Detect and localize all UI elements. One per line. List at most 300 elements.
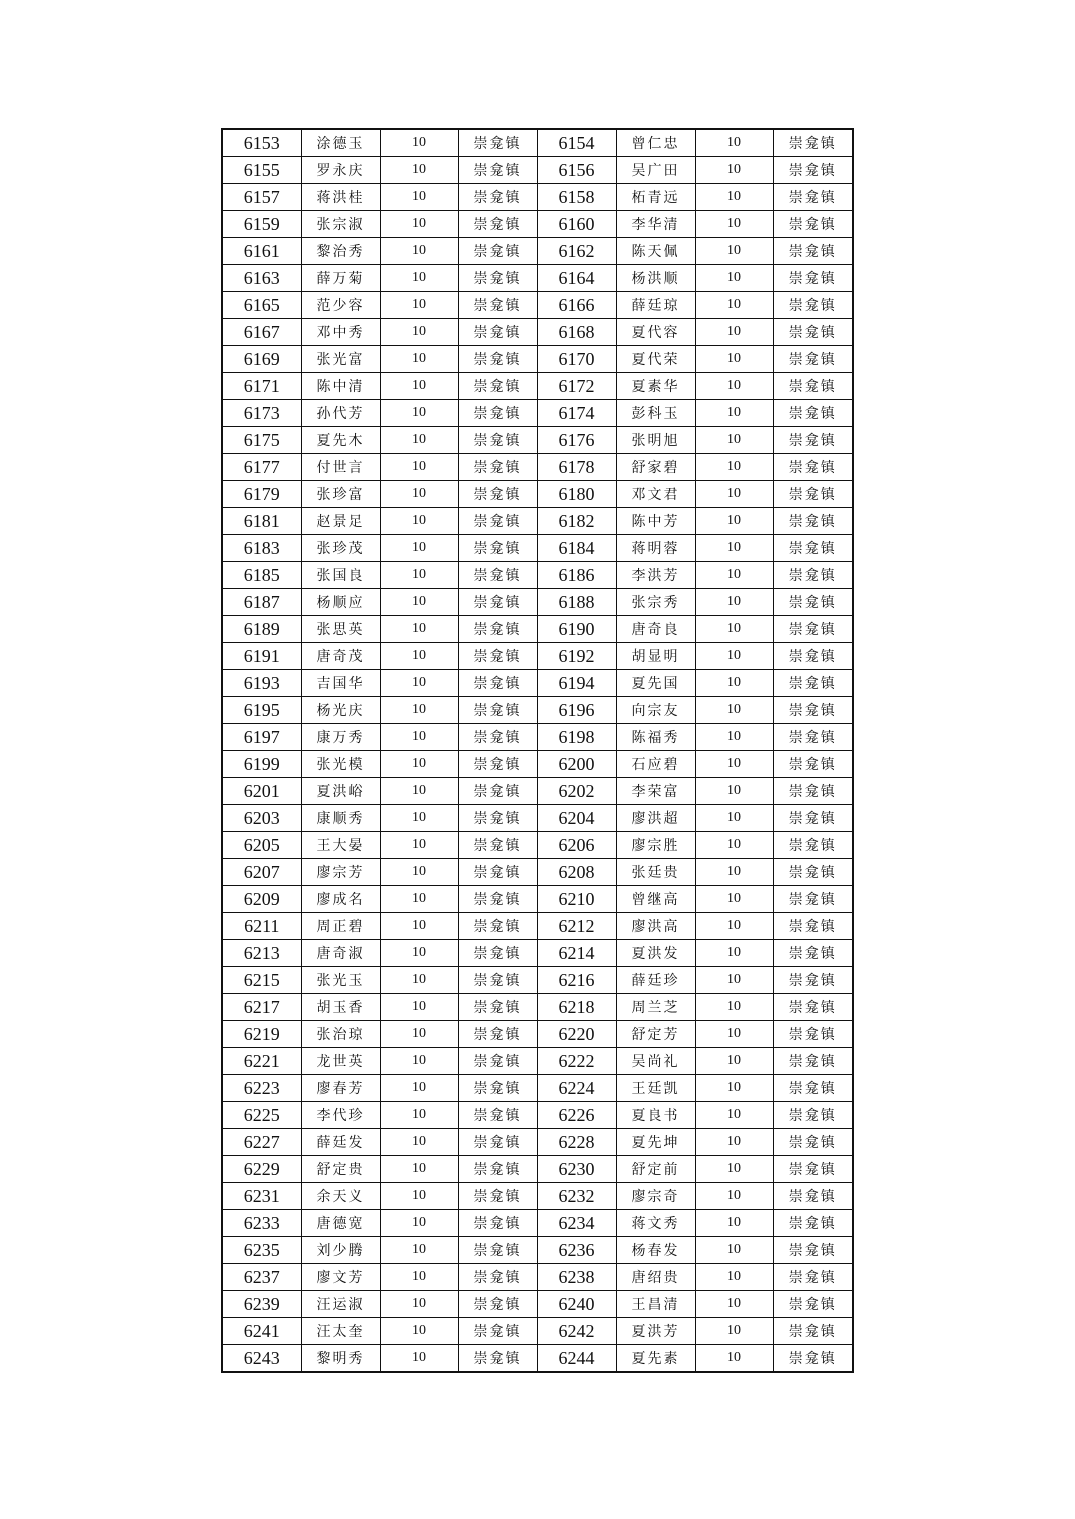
name-cell: 陈福秀	[616, 724, 695, 751]
amount-cell: 10	[695, 373, 773, 400]
name-cell: 柘青远	[616, 184, 695, 211]
town-cell: 崇龛镇	[773, 184, 853, 211]
town-cell: 崇龛镇	[773, 643, 853, 670]
town-cell: 崇龛镇	[773, 129, 853, 157]
table-row	[222, 1102, 853, 1129]
town-cell: 崇龛镇	[458, 346, 537, 373]
town-cell: 崇龛镇	[773, 913, 853, 940]
roster-page	[221, 128, 852, 1373]
amount-cell: 10	[380, 562, 458, 589]
town-cell: 崇龛镇	[458, 724, 537, 751]
amount-cell: 10	[695, 157, 773, 184]
town-cell: 崇龛镇	[773, 940, 853, 967]
serial-number-cell: 6213	[222, 940, 301, 967]
name-cell: 廖洪高	[616, 913, 695, 940]
name-cell: 夏素华	[616, 373, 695, 400]
name-cell: 夏洪峪	[301, 778, 380, 805]
town-cell: 崇龛镇	[773, 589, 853, 616]
name-cell: 蒋洪桂	[301, 184, 380, 211]
name-cell: 杨春发	[616, 1237, 695, 1264]
amount-cell: 10	[695, 265, 773, 292]
amount-cell: 10	[380, 481, 458, 508]
town-cell: 崇龛镇	[458, 643, 537, 670]
serial-number-cell: 6191	[222, 643, 301, 670]
serial-number-cell: 6162	[537, 238, 616, 265]
town-cell: 崇龛镇	[458, 1048, 537, 1075]
serial-number-cell: 6177	[222, 454, 301, 481]
serial-number-cell: 6218	[537, 994, 616, 1021]
serial-number-cell: 6167	[222, 319, 301, 346]
town-cell: 崇龛镇	[773, 265, 853, 292]
serial-number-cell: 6172	[537, 373, 616, 400]
table-row	[222, 292, 853, 319]
town-cell: 崇龛镇	[773, 616, 853, 643]
table-row	[222, 1156, 853, 1183]
amount-cell: 10	[695, 1291, 773, 1318]
amount-cell: 10	[380, 1210, 458, 1237]
amount-cell: 10	[695, 859, 773, 886]
name-cell: 黎治秀	[301, 238, 380, 265]
town-cell: 崇龛镇	[458, 238, 537, 265]
serial-number-cell: 6153	[222, 129, 301, 157]
name-cell: 罗永庆	[301, 157, 380, 184]
serial-number-cell: 6206	[537, 832, 616, 859]
town-cell: 崇龛镇	[773, 346, 853, 373]
serial-number-cell: 6197	[222, 724, 301, 751]
name-cell: 吴尚礼	[616, 1048, 695, 1075]
town-cell: 崇龛镇	[773, 508, 853, 535]
amount-cell: 10	[380, 129, 458, 157]
amount-cell: 10	[695, 1129, 773, 1156]
serial-number-cell: 6186	[537, 562, 616, 589]
roster-table	[221, 128, 854, 1373]
town-cell: 崇龛镇	[773, 832, 853, 859]
serial-number-cell: 6220	[537, 1021, 616, 1048]
amount-cell: 10	[380, 1183, 458, 1210]
table-row	[222, 886, 853, 913]
amount-cell: 10	[695, 292, 773, 319]
town-cell: 崇龛镇	[458, 994, 537, 1021]
serial-number-cell: 6234	[537, 1210, 616, 1237]
town-cell: 崇龛镇	[773, 1183, 853, 1210]
amount-cell: 10	[695, 1318, 773, 1345]
town-cell: 崇龛镇	[458, 1129, 537, 1156]
name-cell: 杨洪顺	[616, 265, 695, 292]
serial-number-cell: 6230	[537, 1156, 616, 1183]
name-cell: 胡显明	[616, 643, 695, 670]
serial-number-cell: 6165	[222, 292, 301, 319]
town-cell: 崇龛镇	[773, 778, 853, 805]
table-row	[222, 319, 853, 346]
town-cell: 崇龛镇	[773, 481, 853, 508]
town-cell: 崇龛镇	[458, 129, 537, 157]
amount-cell: 10	[380, 805, 458, 832]
town-cell: 崇龛镇	[458, 913, 537, 940]
town-cell: 崇龛镇	[458, 859, 537, 886]
town-cell: 崇龛镇	[458, 184, 537, 211]
name-cell: 唐奇良	[616, 616, 695, 643]
amount-cell: 10	[380, 1102, 458, 1129]
name-cell: 孙代芳	[301, 400, 380, 427]
table-row	[222, 1075, 853, 1102]
table-row	[222, 805, 853, 832]
table-row	[222, 697, 853, 724]
amount-cell: 10	[695, 589, 773, 616]
table-row	[222, 859, 853, 886]
amount-cell: 10	[695, 400, 773, 427]
serial-number-cell: 6204	[537, 805, 616, 832]
town-cell: 崇龛镇	[773, 967, 853, 994]
town-cell: 崇龛镇	[458, 292, 537, 319]
amount-cell: 10	[380, 400, 458, 427]
serial-number-cell: 6242	[537, 1318, 616, 1345]
name-cell: 范少容	[301, 292, 380, 319]
amount-cell: 10	[695, 940, 773, 967]
serial-number-cell: 6164	[537, 265, 616, 292]
serial-number-cell: 6154	[537, 129, 616, 157]
town-cell: 崇龛镇	[773, 697, 853, 724]
amount-cell: 10	[695, 994, 773, 1021]
name-cell: 龙世英	[301, 1048, 380, 1075]
serial-number-cell: 6238	[537, 1264, 616, 1291]
table-row	[222, 589, 853, 616]
table-row	[222, 967, 853, 994]
table-row	[222, 1345, 853, 1373]
serial-number-cell: 6240	[537, 1291, 616, 1318]
name-cell: 吴广田	[616, 157, 695, 184]
name-cell: 李荣富	[616, 778, 695, 805]
name-cell: 舒家碧	[616, 454, 695, 481]
amount-cell: 10	[695, 913, 773, 940]
name-cell: 夏先坤	[616, 1129, 695, 1156]
serial-number-cell: 6228	[537, 1129, 616, 1156]
table-row	[222, 940, 853, 967]
name-cell: 廖春芳	[301, 1075, 380, 1102]
amount-cell: 10	[380, 1048, 458, 1075]
name-cell: 张宗淑	[301, 211, 380, 238]
town-cell: 崇龛镇	[773, 373, 853, 400]
amount-cell: 10	[695, 1102, 773, 1129]
town-cell: 崇龛镇	[773, 1345, 853, 1373]
amount-cell: 10	[380, 913, 458, 940]
town-cell: 崇龛镇	[458, 940, 537, 967]
serial-number-cell: 6209	[222, 886, 301, 913]
serial-number-cell: 6236	[537, 1237, 616, 1264]
town-cell: 崇龛镇	[458, 805, 537, 832]
amount-cell: 10	[695, 184, 773, 211]
name-cell: 夏先素	[616, 1345, 695, 1373]
town-cell: 崇龛镇	[773, 400, 853, 427]
serial-number-cell: 6173	[222, 400, 301, 427]
serial-number-cell: 6190	[537, 616, 616, 643]
town-cell: 崇龛镇	[773, 724, 853, 751]
roster-body	[222, 129, 853, 1372]
serial-number-cell: 6231	[222, 1183, 301, 1210]
amount-cell: 10	[380, 724, 458, 751]
serial-number-cell: 6243	[222, 1345, 301, 1373]
name-cell: 康万秀	[301, 724, 380, 751]
town-cell: 崇龛镇	[773, 1291, 853, 1318]
serial-number-cell: 6193	[222, 670, 301, 697]
serial-number-cell: 6224	[537, 1075, 616, 1102]
table-row	[222, 1183, 853, 1210]
serial-number-cell: 6237	[222, 1264, 301, 1291]
serial-number-cell: 6208	[537, 859, 616, 886]
serial-number-cell: 6244	[537, 1345, 616, 1373]
serial-number-cell: 6233	[222, 1210, 301, 1237]
town-cell: 崇龛镇	[773, 1075, 853, 1102]
table-row	[222, 1021, 853, 1048]
amount-cell: 10	[380, 265, 458, 292]
name-cell: 唐绍贵	[616, 1264, 695, 1291]
serial-number-cell: 6210	[537, 886, 616, 913]
table-row	[222, 832, 853, 859]
serial-number-cell: 6239	[222, 1291, 301, 1318]
name-cell: 薛廷琼	[616, 292, 695, 319]
table-row	[222, 1048, 853, 1075]
amount-cell: 10	[695, 778, 773, 805]
serial-number-cell: 6188	[537, 589, 616, 616]
name-cell: 夏代荣	[616, 346, 695, 373]
serial-number-cell: 6211	[222, 913, 301, 940]
name-cell: 周兰芝	[616, 994, 695, 1021]
name-cell: 杨光庆	[301, 697, 380, 724]
table-row	[222, 1237, 853, 1264]
name-cell: 廖宗胜	[616, 832, 695, 859]
table-row	[222, 616, 853, 643]
serial-number-cell: 6235	[222, 1237, 301, 1264]
table-row	[222, 427, 853, 454]
town-cell: 崇龛镇	[773, 1264, 853, 1291]
serial-number-cell: 6219	[222, 1021, 301, 1048]
amount-cell: 10	[380, 157, 458, 184]
serial-number-cell: 6232	[537, 1183, 616, 1210]
amount-cell: 10	[695, 697, 773, 724]
serial-number-cell: 6181	[222, 508, 301, 535]
name-cell: 赵景足	[301, 508, 380, 535]
serial-number-cell: 6159	[222, 211, 301, 238]
town-cell: 崇龛镇	[773, 1021, 853, 1048]
amount-cell: 10	[695, 967, 773, 994]
serial-number-cell: 6214	[537, 940, 616, 967]
town-cell: 崇龛镇	[458, 508, 537, 535]
name-cell: 王大晏	[301, 832, 380, 859]
serial-number-cell: 6183	[222, 535, 301, 562]
table-row	[222, 1129, 853, 1156]
serial-number-cell: 6163	[222, 265, 301, 292]
amount-cell: 10	[380, 778, 458, 805]
name-cell: 刘少腾	[301, 1237, 380, 1264]
table-row	[222, 643, 853, 670]
amount-cell: 10	[695, 238, 773, 265]
town-cell: 崇龛镇	[458, 1210, 537, 1237]
name-cell: 康顺秀	[301, 805, 380, 832]
name-cell: 蒋文秀	[616, 1210, 695, 1237]
serial-number-cell: 6171	[222, 373, 301, 400]
town-cell: 崇龛镇	[458, 1264, 537, 1291]
town-cell: 崇龛镇	[458, 1075, 537, 1102]
serial-number-cell: 6185	[222, 562, 301, 589]
amount-cell: 10	[380, 319, 458, 346]
town-cell: 崇龛镇	[458, 670, 537, 697]
town-cell: 崇龛镇	[773, 535, 853, 562]
town-cell: 崇龛镇	[458, 697, 537, 724]
town-cell: 崇龛镇	[458, 886, 537, 913]
amount-cell: 10	[380, 1075, 458, 1102]
amount-cell: 10	[380, 751, 458, 778]
name-cell: 廖宗芳	[301, 859, 380, 886]
town-cell: 崇龛镇	[458, 1183, 537, 1210]
amount-cell: 10	[695, 562, 773, 589]
table-row	[222, 454, 853, 481]
name-cell: 付世言	[301, 454, 380, 481]
table-row	[222, 508, 853, 535]
name-cell: 张光玉	[301, 967, 380, 994]
amount-cell: 10	[380, 184, 458, 211]
amount-cell: 10	[380, 211, 458, 238]
serial-number-cell: 6216	[537, 967, 616, 994]
name-cell: 曾继高	[616, 886, 695, 913]
amount-cell: 10	[695, 1183, 773, 1210]
amount-cell: 10	[695, 805, 773, 832]
amount-cell: 10	[380, 832, 458, 859]
serial-number-cell: 6160	[537, 211, 616, 238]
table-row	[222, 778, 853, 805]
amount-cell: 10	[695, 1048, 773, 1075]
name-cell: 王昌清	[616, 1291, 695, 1318]
name-cell: 李华清	[616, 211, 695, 238]
name-cell: 张廷贵	[616, 859, 695, 886]
amount-cell: 10	[695, 1210, 773, 1237]
name-cell: 夏先国	[616, 670, 695, 697]
table-row	[222, 481, 853, 508]
serial-number-cell: 6198	[537, 724, 616, 751]
serial-number-cell: 6202	[537, 778, 616, 805]
amount-cell: 10	[695, 1156, 773, 1183]
serial-number-cell: 6187	[222, 589, 301, 616]
name-cell: 涂德玉	[301, 129, 380, 157]
serial-number-cell: 6226	[537, 1102, 616, 1129]
town-cell: 崇龛镇	[458, 778, 537, 805]
name-cell: 张宗秀	[616, 589, 695, 616]
serial-number-cell: 6227	[222, 1129, 301, 1156]
amount-cell: 10	[695, 1345, 773, 1373]
amount-cell: 10	[695, 481, 773, 508]
name-cell: 张光富	[301, 346, 380, 373]
town-cell: 崇龛镇	[773, 562, 853, 589]
town-cell: 崇龛镇	[458, 1345, 537, 1373]
name-cell: 夏代容	[616, 319, 695, 346]
town-cell: 崇龛镇	[773, 859, 853, 886]
name-cell: 张治琼	[301, 1021, 380, 1048]
town-cell: 崇龛镇	[773, 1129, 853, 1156]
amount-cell: 10	[695, 319, 773, 346]
amount-cell: 10	[380, 508, 458, 535]
amount-cell: 10	[695, 886, 773, 913]
name-cell: 黎明秀	[301, 1345, 380, 1373]
amount-cell: 10	[380, 1291, 458, 1318]
town-cell: 崇龛镇	[458, 1318, 537, 1345]
town-cell: 崇龛镇	[773, 454, 853, 481]
serial-number-cell: 6199	[222, 751, 301, 778]
town-cell: 崇龛镇	[773, 1237, 853, 1264]
amount-cell: 10	[695, 1264, 773, 1291]
amount-cell: 10	[695, 670, 773, 697]
name-cell: 廖洪超	[616, 805, 695, 832]
name-cell: 胡玉香	[301, 994, 380, 1021]
town-cell: 崇龛镇	[458, 535, 537, 562]
name-cell: 吉国华	[301, 670, 380, 697]
serial-number-cell: 6194	[537, 670, 616, 697]
town-cell: 崇龛镇	[458, 211, 537, 238]
serial-number-cell: 6161	[222, 238, 301, 265]
table-row	[222, 535, 853, 562]
town-cell: 崇龛镇	[773, 886, 853, 913]
serial-number-cell: 6155	[222, 157, 301, 184]
town-cell: 崇龛镇	[458, 967, 537, 994]
name-cell: 夏先木	[301, 427, 380, 454]
amount-cell: 10	[695, 643, 773, 670]
amount-cell: 10	[695, 129, 773, 157]
amount-cell: 10	[380, 940, 458, 967]
amount-cell: 10	[695, 1075, 773, 1102]
name-cell: 李代珍	[301, 1102, 380, 1129]
name-cell: 薛廷发	[301, 1129, 380, 1156]
name-cell: 唐奇淑	[301, 940, 380, 967]
amount-cell: 10	[695, 535, 773, 562]
amount-cell: 10	[695, 508, 773, 535]
amount-cell: 10	[380, 616, 458, 643]
table-row	[222, 265, 853, 292]
amount-cell: 10	[695, 454, 773, 481]
serial-number-cell: 6176	[537, 427, 616, 454]
amount-cell: 10	[380, 994, 458, 1021]
serial-number-cell: 6221	[222, 1048, 301, 1075]
town-cell: 崇龛镇	[458, 1021, 537, 1048]
serial-number-cell: 6170	[537, 346, 616, 373]
name-cell: 张国良	[301, 562, 380, 589]
amount-cell: 10	[695, 1021, 773, 1048]
name-cell: 廖宗奇	[616, 1183, 695, 1210]
town-cell: 崇龛镇	[458, 373, 537, 400]
table-row	[222, 1318, 853, 1345]
amount-cell: 10	[380, 1129, 458, 1156]
serial-number-cell: 6217	[222, 994, 301, 1021]
serial-number-cell: 6168	[537, 319, 616, 346]
town-cell: 崇龛镇	[773, 292, 853, 319]
town-cell: 崇龛镇	[458, 265, 537, 292]
amount-cell: 10	[695, 832, 773, 859]
name-cell: 汪太奎	[301, 1318, 380, 1345]
table-row	[222, 211, 853, 238]
town-cell: 崇龛镇	[773, 1210, 853, 1237]
serial-number-cell: 6200	[537, 751, 616, 778]
serial-number-cell: 6192	[537, 643, 616, 670]
town-cell: 崇龛镇	[773, 211, 853, 238]
town-cell: 崇龛镇	[773, 157, 853, 184]
serial-number-cell: 6229	[222, 1156, 301, 1183]
table-row	[222, 129, 853, 157]
serial-number-cell: 6241	[222, 1318, 301, 1345]
name-cell: 唐奇茂	[301, 643, 380, 670]
amount-cell: 10	[380, 1318, 458, 1345]
serial-number-cell: 6184	[537, 535, 616, 562]
name-cell: 薛万菊	[301, 265, 380, 292]
table-row	[222, 157, 853, 184]
serial-number-cell: 6205	[222, 832, 301, 859]
name-cell: 唐德宽	[301, 1210, 380, 1237]
name-cell: 夏洪发	[616, 940, 695, 967]
